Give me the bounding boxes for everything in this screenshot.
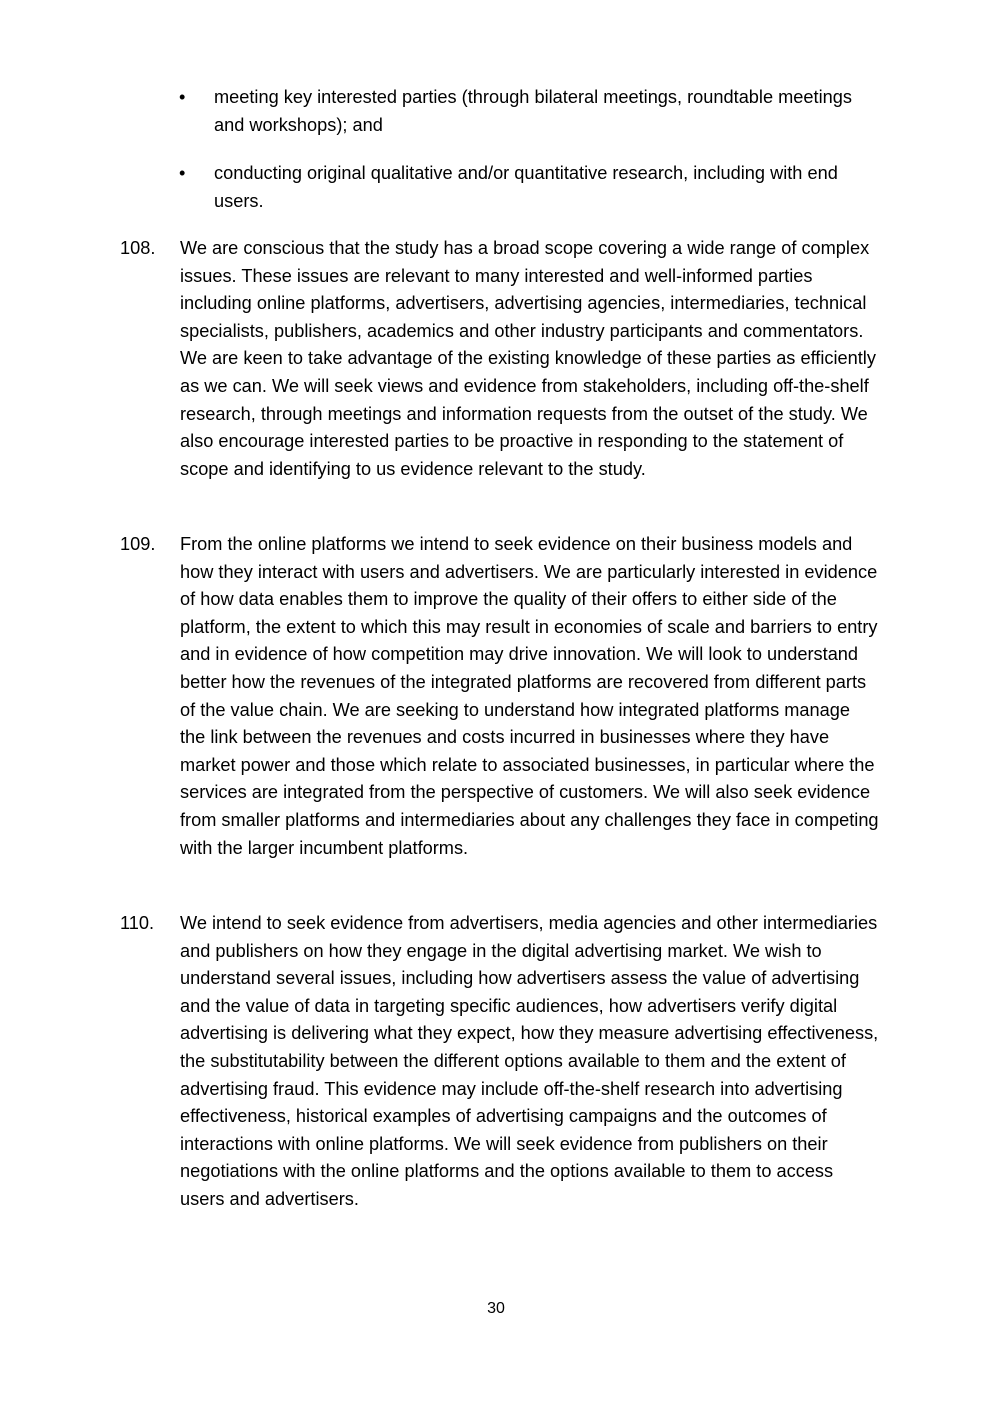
page-number: 30: [487, 1300, 505, 1317]
bullet-text: conducting original qualitative and/or quantitative research, including with end users.: [214, 163, 838, 211]
bullet-marker: •: [179, 87, 186, 107]
bullet-item: [179, 84, 879, 139]
paragraph-108: [120, 235, 880, 483]
paragraph-text: From the online platforms we intend to seek evidence on their business models and how they interact with users and advertisers. We are particularly interested in evidence of how data enables them to improve the quality of their offers to either side of the platform, the extent to which this may result in economies of scale and barriers to entry and in evidence of how competition may drive innovation. We will look to understand better how the revenues of the integrated platforms are recovered from different parts of the value chain. We are seeking to understand how integrated platforms manage the link between the revenues and costs incurred in businesses where they have market power and those which relate to associated businesses, in particular where the services are integrated from the perspective of customers. We will also seek evidence from smaller platforms and intermediaries about any challenges they face in competing with the larger incumbent platforms.: [180, 534, 879, 858]
paragraph-110: [120, 910, 880, 1214]
paragraph-109: [120, 531, 880, 862]
bullet-item: [179, 160, 879, 215]
bullet-text: meeting key interested parties (through bilateral meetings, roundtable meetings and workshops); and: [214, 87, 852, 135]
paragraph-text: We intend to seek evidence from advertisers, media agencies and other intermediaries and publishers on how they engage in the digital advertising market. We wish to understand several issues, including how advertisers assess the value of advertising and the value of data in targeting specific audiences, how advertisers verify digital advertising is delivering what they expect, how they measure advertising effectiveness, the substitutability between the different options available to them and the extent of advertising fraud. This evidence may include off-the-shelf research into advertising effectiveness, historical examples of advertising campaigns and the outcomes of interactions with online platforms. We will seek evidence from publishers on their negotiations with the online platforms and the options available to them to access users and advertisers.: [180, 913, 879, 1209]
paragraph-number: 109.: [120, 534, 156, 554]
bullet-marker: •: [179, 163, 186, 183]
paragraph-text: We are conscious that the study has a broad scope covering a wide range of complex issues. These issues are relevant to many interested and well-informed parties including online platforms, advertisers, advertising agencies, intermediaries, technical specialists, publishers, academics and other industry participants and commentators. We are keen to take advantage of the existing knowledge of these parties as efficiently as we can. We will seek views and evidence from stakeholders, including off-the-shelf research, through meetings and information requests from the outset of the study. We also encourage interested parties to be proactive in responding to the statement of scope and identifying to us evidence relevant to the study.: [180, 238, 876, 479]
paragraph-number: 110.: [120, 913, 155, 933]
paragraph-number: 108.: [120, 238, 156, 258]
